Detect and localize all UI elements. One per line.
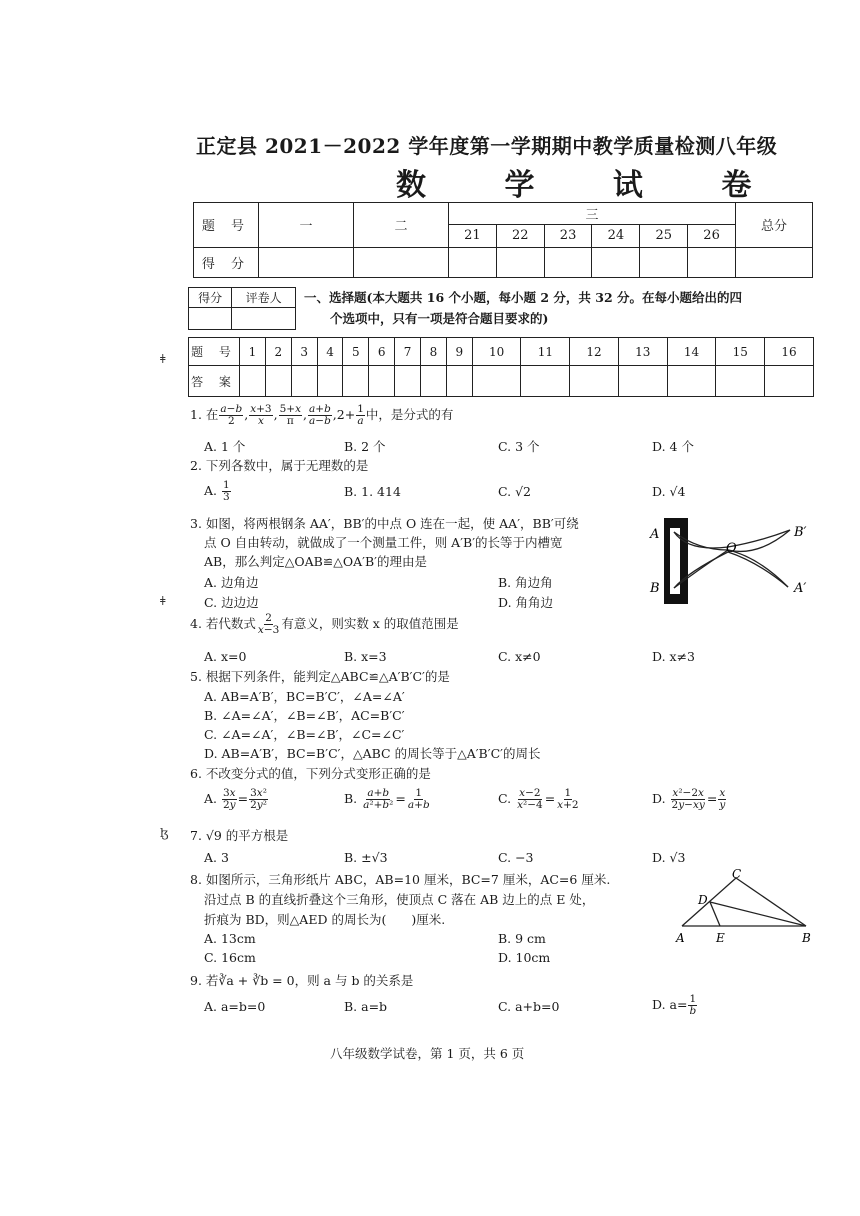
q4-option-c[interactable]: C. x≠0 [498, 649, 541, 664]
fraction: $\frac{2}{x-3}$ [257, 612, 280, 636]
q8-option-c[interactable]: C. 16cm [204, 950, 256, 965]
answer-table-number: 14 [667, 338, 716, 366]
score-cell[interactable] [688, 247, 736, 277]
q8-side-bc [736, 878, 806, 926]
score-cell[interactable] [496, 247, 544, 277]
answer-table-number: 9 [446, 338, 472, 366]
fraction: $\frac{a-b}{2}$ [220, 403, 243, 427]
answer-table-label-number: 题 号 [189, 338, 240, 366]
answer-table-number: 15 [716, 338, 765, 366]
score-table-sub-col: 23 [544, 225, 592, 247]
q3-option-c[interactable]: C. 边边边 [204, 595, 259, 610]
q9-option-d[interactable] [652, 994, 698, 1017]
q5-option-c[interactable]: C. ∠A=∠A′，∠B=∠B′，∠C=∠C′ [204, 727, 405, 742]
answer-cell[interactable] [716, 366, 765, 397]
score-table-sub-col: 24 [592, 225, 640, 247]
answer-cell[interactable] [317, 366, 343, 397]
answer-cell[interactable] [240, 366, 266, 397]
score-table-label-score: 得 分 [194, 247, 259, 277]
score-table-sub-col: 26 [688, 225, 736, 247]
score-cell[interactable] [449, 247, 497, 277]
q7-option-c[interactable]: C. −3 [498, 850, 534, 865]
q8-option-b[interactable]: B. 9 cm [498, 931, 546, 946]
answer-table-number: 2 [265, 338, 291, 366]
score-table-col-two: 二 [354, 203, 449, 248]
score-table [193, 202, 813, 278]
question-4-prefix: 4. 若代数式 [190, 616, 256, 631]
answer-cell[interactable] [265, 366, 291, 397]
question-8-line3: 折痕为 BD，则△AED 的周长为( )厘米. [204, 912, 446, 927]
q4-option-b[interactable]: B. x=3 [344, 649, 387, 664]
score-table-label-number: 题 号 [194, 203, 259, 248]
q3-option-b[interactable]: B. 角边角 [498, 575, 553, 590]
q1-option-c[interactable]: C. 3 个 [498, 439, 540, 454]
margin-mark: ɮ [160, 826, 169, 840]
question-3-line1: 3. 如图，将两根钢条 AA′，BB′的中点 O 连在一起，使 AA′，BB′可绕 [190, 516, 579, 531]
q3-bar-lower [674, 552, 788, 588]
margin-mark: ǂ [160, 352, 166, 366]
answer-table-number: 6 [369, 338, 395, 366]
fraction: $\frac{1}{x+2}$ [557, 787, 579, 811]
q3-label-a-prime: A′ [794, 581, 807, 596]
q8-label-d: D [698, 893, 708, 907]
q2-option-d[interactable]: D. √4 [652, 484, 686, 499]
answer-table-number: 5 [343, 338, 369, 366]
q1-option-b[interactable]: B. 2 个 [344, 439, 386, 454]
q2-option-b[interactable]: B. 1. 414 [344, 484, 401, 499]
question-4-suffix: 有意义，则实数 x 的取值范围是 [281, 616, 459, 631]
answer-table-number: 12 [570, 338, 619, 366]
score-cell[interactable] [544, 247, 592, 277]
q8-option-d[interactable]: D. 10cm [498, 950, 551, 965]
question-2: 2. 下列各数中，属于无理数的是 [190, 458, 369, 473]
fraction: $\frac{\text{x²−2x}}{2y-xy}$ [671, 787, 705, 811]
q3-bar-upper [674, 530, 790, 588]
fraction: $\frac{x+3}{x}$ [250, 403, 272, 427]
answer-cell[interactable] [343, 366, 369, 397]
answer-table-number: 13 [618, 338, 667, 366]
q3-label-o: O [726, 541, 737, 556]
answer-table-number: 7 [395, 338, 421, 366]
question-1-prefix: 1. 在 [190, 407, 219, 422]
q3-label-b: B [650, 581, 660, 596]
answer-table-number: 16 [765, 338, 814, 366]
q1-option-d[interactable]: D. 4 个 [652, 439, 694, 454]
score-cell[interactable] [736, 247, 813, 277]
question-4 [190, 613, 459, 636]
grader-box [188, 287, 296, 330]
q5-option-b[interactable]: B. ∠A=∠A′，∠B=∠B′，AC=B′C′ [204, 708, 405, 723]
section-one-line2: 个选项中，只有一项是符合题目要求的) [330, 311, 549, 326]
answer-cell[interactable] [472, 366, 521, 397]
q3-figure [648, 512, 820, 612]
q8-label-c: C [732, 868, 742, 881]
page-footer: 八年级数学试卷，第 1 页，共 6 页 [330, 1046, 525, 1061]
q6-option-b[interactable]: B. $\frac{a+b}{\text{a²+b²}}$ = $\frac{1}{a+b}$ [344, 787, 430, 811]
answer-cell[interactable] [446, 366, 472, 397]
answer-cell[interactable] [570, 366, 619, 397]
q6-option-d[interactable]: D. $\frac{\text{x²−2x}}{2y-xy}$ = $\frac{x}{y}$ [652, 787, 726, 811]
answer-table-number: 4 [317, 338, 343, 366]
question-8-line1: 8. 如图所示，三角形纸片 ABC，AB=10 厘米，BC=7 厘米，AC=6 厘米. [190, 872, 611, 887]
score-table-sub-col: 21 [449, 225, 497, 247]
q2-option-c[interactable]: C. √2 [498, 484, 531, 499]
q4-option-a[interactable]: A. x=0 [204, 649, 247, 664]
q3-option-d[interactable]: D. 角角边 [498, 595, 554, 610]
q8-option-a[interactable]: A. 13cm [204, 931, 256, 946]
fraction: $\frac{1}{a}$ [357, 403, 364, 427]
score-cell[interactable] [640, 247, 688, 277]
fraction: $\frac{x}{y}$ [719, 787, 726, 811]
q8-label-b: B [802, 931, 811, 945]
q5-option-a[interactable]: A. AB=A′B′，BC=B′C′，∠A=∠A′ [204, 689, 405, 704]
answer-cell[interactable] [521, 366, 570, 397]
fraction: $\frac{1}{b}$ [689, 993, 697, 1017]
answer-cell[interactable] [369, 366, 395, 397]
answer-table-label-answer: 答 案 [189, 366, 240, 397]
grader-box-score-cell[interactable] [189, 308, 232, 330]
answer-table [188, 337, 814, 397]
q4-option-d[interactable]: D. x≠3 [652, 649, 695, 664]
q8-side-ac [682, 878, 736, 926]
q3-label-a: A [650, 527, 660, 542]
fraction: $\frac{a+b}{a-b}$ [308, 403, 331, 427]
score-table-col-three: 三 [449, 203, 736, 225]
score-table-sub-col: 22 [496, 225, 544, 247]
section-one-heading [304, 287, 814, 329]
q9-option-b[interactable]: B. a=b [344, 999, 388, 1014]
answer-cell[interactable] [291, 366, 317, 397]
question-5: 5. 根据下列条件，能判定△ABC≌△A′B′C′的是 [190, 669, 450, 684]
q9-option-d-label: D. a= [652, 997, 688, 1012]
q8-label-e: E [716, 931, 725, 945]
score-table-col-one: 一 [259, 203, 354, 248]
score-table-sub-col: 25 [640, 225, 688, 247]
question-3-line3: AB，那么判定△OAB≌△OA′B′的理由是 [204, 554, 428, 569]
score-cell[interactable] [354, 247, 449, 277]
q3-label-b-prime: B′ [794, 525, 807, 540]
fraction: $\frac{a+b}{\text{a²+b²}}$ [363, 787, 394, 811]
answer-cell[interactable] [667, 366, 716, 397]
q8-fold-bd [710, 902, 806, 926]
question-6: 6. 不改变分式的值，下列分式变形正确的是 [190, 766, 431, 781]
question-1: 1. 在 $\frac{a-b}{2}$ , $\frac{x+3}{x}$ , $\frac{5+x}{\pi}$ , $\frac{a+b}{a-b}$ ,2+ $\frac{1}{a}$ 中，是分式的有 [190, 403, 454, 427]
answer-table-number: 8 [421, 338, 447, 366]
q6-option-a[interactable]: A. $\frac{3x}{2y}$ = $\frac{\text{3x²}}{\text{2y²}}$ [204, 787, 267, 811]
q8-segment-de [710, 902, 720, 926]
grader-box-grader-label: 评卷人 [232, 288, 296, 308]
fraction: $\frac{\text{3x²}}{\text{2y²}}$ [250, 787, 267, 811]
section-one-line1: 一、选择题(本大题共 16 个小题，每小题 2 分，共 32 分。在每小题给出的四 [304, 290, 743, 305]
fraction: $\frac{1}{3}$ [222, 479, 230, 503]
fraction: $\frac{1}{a+b}$ [407, 787, 430, 811]
question-9: 9. 若∛a + ∛b = 0，则 a 与 b 的关系是 [190, 973, 414, 988]
answer-cell[interactable] [395, 366, 421, 397]
q8-figure [670, 868, 820, 948]
question-1-suffix: 中，是分式的有 [365, 407, 454, 422]
q3-option-a[interactable]: A. 边角边 [204, 575, 259, 590]
q7-option-b[interactable]: B. ±√3 [344, 850, 388, 865]
question-7: 7. √9 的平方根是 [190, 828, 289, 843]
q7-option-d[interactable]: D. √3 [652, 850, 686, 865]
answer-cell[interactable] [618, 366, 667, 397]
answer-table-number: 10 [472, 338, 521, 366]
grader-box-score-label: 得分 [189, 288, 232, 308]
score-cell[interactable] [592, 247, 640, 277]
q6-option-c[interactable]: C. $\frac{x-2}{\text{x²−4}}$ = $\frac{1}{x+2}$ [498, 787, 579, 811]
q7-option-a[interactable]: A. 3 [204, 850, 229, 865]
answer-table-number: 11 [521, 338, 570, 366]
exam-title: 正定县 2021－2022 学年度第一学期期中教学质量检测八年级 [196, 134, 778, 158]
q8-label-a: A [676, 931, 685, 945]
q5-option-d[interactable]: D. AB=A′B′，BC=B′C′，△ABC 的周长等于△A′B′C′的周长 [204, 746, 541, 761]
fraction: $\frac{5+x}{\pi}$ [279, 403, 301, 427]
answer-table-number: 1 [240, 338, 266, 366]
exam-subtitle: 数 学 试 卷 [396, 168, 786, 203]
grader-box-grader-cell[interactable] [232, 308, 296, 330]
q1-option-a[interactable]: A. 1 个 [204, 439, 246, 454]
q9-option-a[interactable]: A. a=b=0 [204, 999, 266, 1014]
margin-mark: ǂ [160, 594, 166, 608]
question-8-line2: 沿过点 B 的直线折叠这个三角形，使顶点 C 落在 AB 边上的点 E 处， [204, 892, 595, 907]
q9-option-c[interactable]: C. a+b=0 [498, 999, 560, 1014]
fraction: $\frac{3x}{2y}$ [222, 787, 236, 811]
q2-option-a[interactable]: A. $\frac{1}{3}$ [204, 479, 230, 503]
answer-cell[interactable] [421, 366, 447, 397]
score-table-total: 总分 [736, 203, 813, 248]
fraction: $\frac{x-2}{\text{x²−4}}$ [517, 787, 543, 811]
answer-table-number: 3 [291, 338, 317, 366]
score-cell[interactable] [259, 247, 354, 277]
answer-cell[interactable] [765, 366, 814, 397]
question-3-line2: 点 O 自由转动，就做成了一个测量工件，则 A′B′的长等于内槽宽 [204, 535, 563, 550]
